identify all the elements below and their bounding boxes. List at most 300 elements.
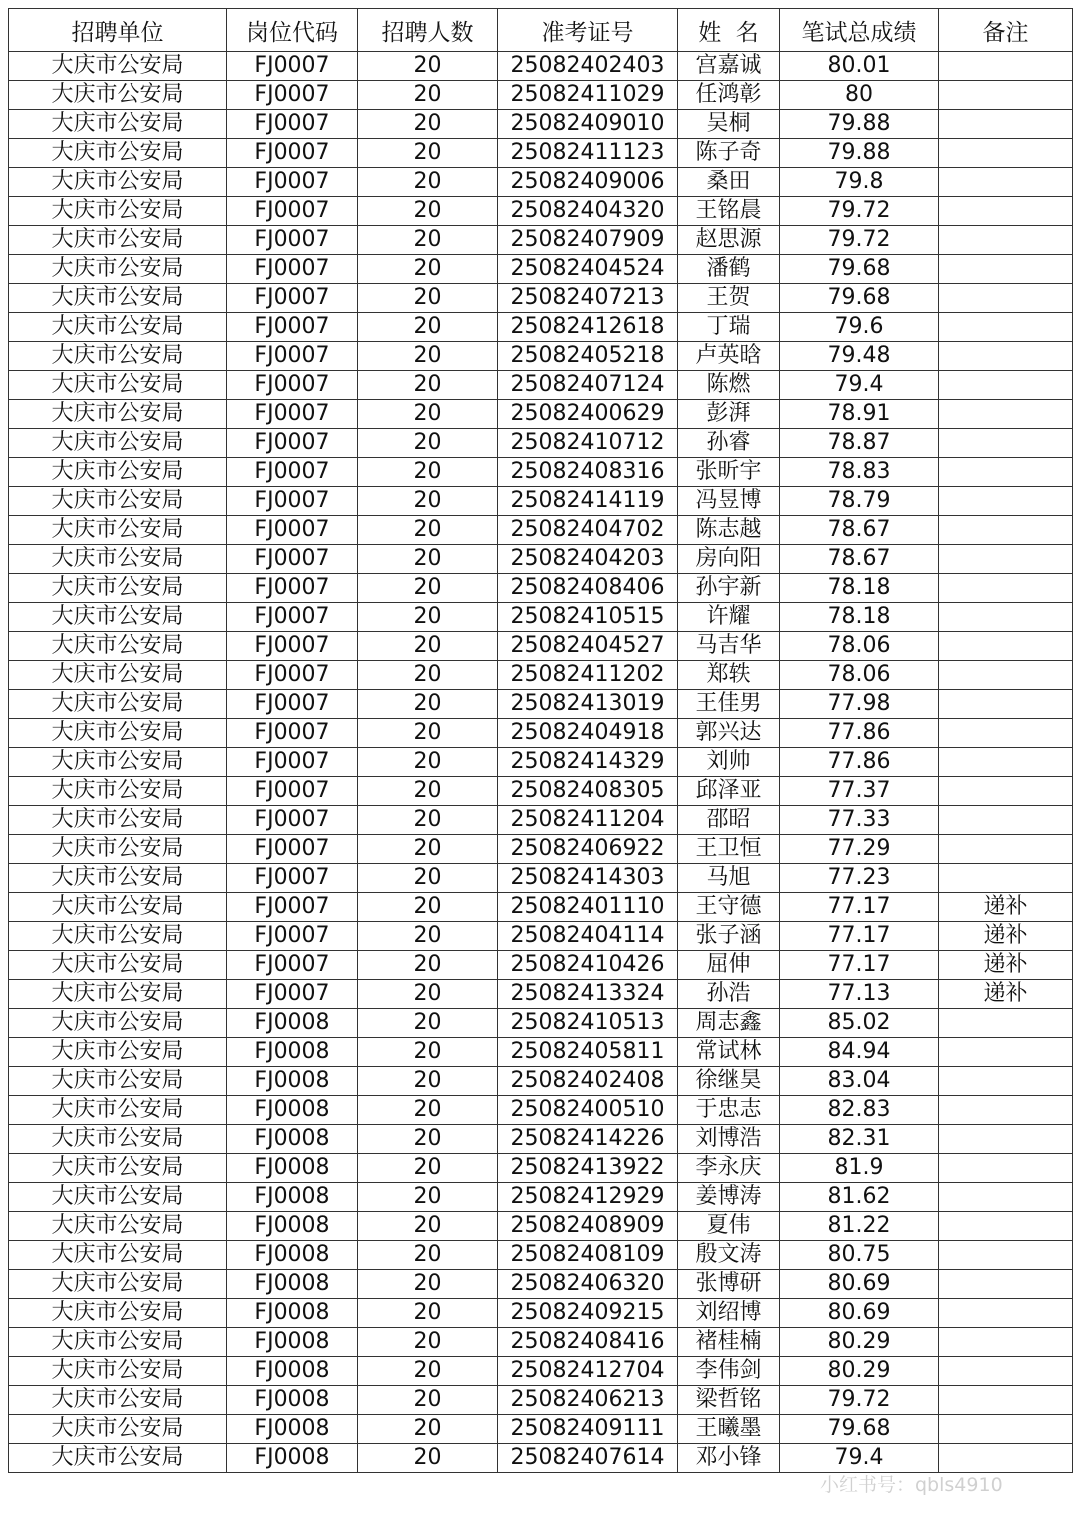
cell-remarks	[939, 748, 1073, 777]
cell-employer: 大庆市公安局	[9, 139, 227, 168]
cell-remarks	[939, 487, 1073, 516]
table-row	[9, 1038, 1073, 1067]
table-row	[9, 951, 1073, 980]
cell-openings: 20	[358, 661, 498, 690]
cell-name: 郭兴达	[678, 719, 780, 748]
cell-ticket-number: 25082404527	[498, 632, 678, 661]
cell-position-code: FJ0008	[227, 1183, 358, 1212]
cell-employer: 大庆市公安局	[9, 255, 227, 284]
cell-remarks	[939, 1009, 1073, 1038]
cell-openings: 20	[358, 574, 498, 603]
cell-written-score: 79.4	[780, 1444, 939, 1473]
cell-remarks: 递补	[939, 922, 1073, 951]
cell-written-score: 78.18	[780, 574, 939, 603]
cell-ticket-number: 25082414303	[498, 864, 678, 893]
cell-ticket-number: 25082414329	[498, 748, 678, 777]
cell-ticket-number: 25082404702	[498, 516, 678, 545]
cell-name: 夏伟	[678, 1212, 780, 1241]
cell-employer: 大庆市公安局	[9, 1415, 227, 1444]
cell-position-code: FJ0007	[227, 835, 358, 864]
cell-name: 刘博浩	[678, 1125, 780, 1154]
cell-position-code: FJ0008	[227, 1009, 358, 1038]
table-row	[9, 1212, 1073, 1241]
cell-written-score: 84.94	[780, 1038, 939, 1067]
cell-employer: 大庆市公安局	[9, 458, 227, 487]
cell-ticket-number: 25082408305	[498, 777, 678, 806]
cell-remarks	[939, 1299, 1073, 1328]
table-row	[9, 806, 1073, 835]
cell-remarks	[939, 864, 1073, 893]
cell-name: 任鸿彰	[678, 81, 780, 110]
cell-openings: 20	[358, 690, 498, 719]
table-row	[9, 545, 1073, 574]
cell-ticket-number: 25082405218	[498, 342, 678, 371]
cell-ticket-number: 25082404524	[498, 255, 678, 284]
table-row	[9, 458, 1073, 487]
table-row	[9, 226, 1073, 255]
cell-remarks	[939, 168, 1073, 197]
cell-remarks	[939, 458, 1073, 487]
cell-position-code: FJ0007	[227, 719, 358, 748]
cell-remarks	[939, 226, 1073, 255]
cell-ticket-number: 25082404918	[498, 719, 678, 748]
cell-position-code: FJ0008	[227, 1096, 358, 1125]
cell-employer: 大庆市公安局	[9, 632, 227, 661]
cell-ticket-number: 25082414226	[498, 1125, 678, 1154]
cell-employer: 大庆市公安局	[9, 1125, 227, 1154]
cell-written-score: 79.72	[780, 197, 939, 226]
cell-position-code: FJ0007	[227, 226, 358, 255]
table-row	[9, 1125, 1073, 1154]
cell-ticket-number: 25082412929	[498, 1183, 678, 1212]
cell-remarks	[939, 1386, 1073, 1415]
cell-written-score: 78.83	[780, 458, 939, 487]
cell-position-code: FJ0008	[227, 1270, 358, 1299]
cell-openings: 20	[358, 603, 498, 632]
cell-remarks	[939, 719, 1073, 748]
cell-openings: 20	[358, 284, 498, 313]
cell-employer: 大庆市公安局	[9, 1444, 227, 1473]
table-row	[9, 1270, 1073, 1299]
cell-employer: 大庆市公安局	[9, 922, 227, 951]
cell-written-score: 77.33	[780, 806, 939, 835]
cell-ticket-number: 25082400629	[498, 400, 678, 429]
cell-written-score: 78.67	[780, 545, 939, 574]
cell-name: 徐继昊	[678, 1067, 780, 1096]
cell-employer: 大庆市公安局	[9, 1183, 227, 1212]
cell-name: 刘绍博	[678, 1299, 780, 1328]
cell-position-code: FJ0008	[227, 1067, 358, 1096]
cell-employer: 大庆市公安局	[9, 690, 227, 719]
cell-openings: 20	[358, 139, 498, 168]
cell-name: 李伟剑	[678, 1357, 780, 1386]
cell-remarks	[939, 1270, 1073, 1299]
cell-employer: 大庆市公安局	[9, 284, 227, 313]
cell-remarks	[939, 139, 1073, 168]
header-openings: 招聘人数	[358, 9, 498, 52]
cell-remarks	[939, 1328, 1073, 1357]
header-written-score: 笔试总成绩	[780, 9, 939, 52]
table-row	[9, 255, 1073, 284]
cell-name: 孙睿	[678, 429, 780, 458]
cell-name: 邵昭	[678, 806, 780, 835]
cell-written-score: 82.31	[780, 1125, 939, 1154]
cell-remarks	[939, 1241, 1073, 1270]
cell-remarks	[939, 545, 1073, 574]
cell-openings: 20	[358, 255, 498, 284]
cell-position-code: FJ0007	[227, 313, 358, 342]
table-row	[9, 690, 1073, 719]
cell-employer: 大庆市公安局	[9, 777, 227, 806]
cell-ticket-number: 25082402408	[498, 1067, 678, 1096]
cell-openings: 20	[358, 458, 498, 487]
cell-remarks	[939, 284, 1073, 313]
cell-written-score: 80.29	[780, 1357, 939, 1386]
cell-position-code: FJ0007	[227, 400, 358, 429]
table-row	[9, 980, 1073, 1009]
cell-name: 殷文涛	[678, 1241, 780, 1270]
cell-openings: 20	[358, 1415, 498, 1444]
cell-employer: 大庆市公安局	[9, 1270, 227, 1299]
table-row	[9, 284, 1073, 313]
cell-employer: 大庆市公安局	[9, 864, 227, 893]
cell-position-code: FJ0007	[227, 574, 358, 603]
cell-remarks	[939, 255, 1073, 284]
cell-name: 赵思源	[678, 226, 780, 255]
cell-remarks	[939, 110, 1073, 139]
cell-employer: 大庆市公安局	[9, 1009, 227, 1038]
cell-name: 王贺	[678, 284, 780, 313]
cell-written-score: 79.8	[780, 168, 939, 197]
cell-openings: 20	[358, 313, 498, 342]
cell-employer: 大庆市公安局	[9, 429, 227, 458]
cell-employer: 大庆市公安局	[9, 1328, 227, 1357]
cell-ticket-number: 25082407124	[498, 371, 678, 400]
cell-position-code: FJ0007	[227, 284, 358, 313]
table-row	[9, 1357, 1073, 1386]
cell-ticket-number: 25082404203	[498, 545, 678, 574]
cell-position-code: FJ0007	[227, 603, 358, 632]
cell-openings: 20	[358, 1183, 498, 1212]
cell-remarks	[939, 1096, 1073, 1125]
cell-employer: 大庆市公安局	[9, 893, 227, 922]
cell-openings: 20	[358, 168, 498, 197]
cell-position-code: FJ0007	[227, 255, 358, 284]
header-ticket-number: 准考证号	[498, 9, 678, 52]
cell-written-score: 79.4	[780, 371, 939, 400]
cell-name: 王守德	[678, 893, 780, 922]
cell-name: 王佳男	[678, 690, 780, 719]
cell-ticket-number: 25082409006	[498, 168, 678, 197]
cell-position-code: FJ0007	[227, 52, 358, 81]
cell-name: 马吉华	[678, 632, 780, 661]
cell-ticket-number: 25082406213	[498, 1386, 678, 1415]
cell-employer: 大庆市公安局	[9, 603, 227, 632]
cell-written-score: 78.18	[780, 603, 939, 632]
cell-written-score: 78.79	[780, 487, 939, 516]
cell-written-score: 77.29	[780, 835, 939, 864]
cell-ticket-number: 25082402403	[498, 52, 678, 81]
cell-name: 陈燃	[678, 371, 780, 400]
cell-written-score: 79.88	[780, 139, 939, 168]
cell-name: 吴桐	[678, 110, 780, 139]
cell-name: 王曦墨	[678, 1415, 780, 1444]
cell-employer: 大庆市公安局	[9, 342, 227, 371]
cell-written-score: 79.68	[780, 284, 939, 313]
table-row	[9, 1009, 1073, 1038]
cell-written-score: 83.04	[780, 1067, 939, 1096]
cell-written-score: 78.06	[780, 661, 939, 690]
cell-name: 桑田	[678, 168, 780, 197]
table-row	[9, 661, 1073, 690]
table-row	[9, 81, 1073, 110]
cell-ticket-number: 25082414119	[498, 487, 678, 516]
cell-written-score: 77.86	[780, 719, 939, 748]
cell-employer: 大庆市公安局	[9, 197, 227, 226]
cell-written-score: 78.06	[780, 632, 939, 661]
cell-openings: 20	[358, 226, 498, 255]
table-row	[9, 313, 1073, 342]
cell-position-code: FJ0007	[227, 777, 358, 806]
cell-employer: 大庆市公安局	[9, 168, 227, 197]
cell-name: 张博研	[678, 1270, 780, 1299]
cell-employer: 大庆市公安局	[9, 980, 227, 1009]
cell-remarks	[939, 777, 1073, 806]
cell-employer: 大庆市公安局	[9, 1038, 227, 1067]
cell-written-score: 79.48	[780, 342, 939, 371]
cell-openings: 20	[358, 342, 498, 371]
cell-employer: 大庆市公安局	[9, 1299, 227, 1328]
cell-position-code: FJ0007	[227, 342, 358, 371]
cell-position-code: FJ0008	[227, 1328, 358, 1357]
cell-position-code: FJ0008	[227, 1357, 358, 1386]
cell-name: 马旭	[678, 864, 780, 893]
table-row	[9, 487, 1073, 516]
cell-employer: 大庆市公安局	[9, 835, 227, 864]
cell-position-code: FJ0007	[227, 806, 358, 835]
table-row	[9, 603, 1073, 632]
table-row	[9, 1241, 1073, 1270]
cell-employer: 大庆市公安局	[9, 545, 227, 574]
cell-position-code: FJ0007	[227, 487, 358, 516]
cell-written-score: 77.17	[780, 922, 939, 951]
table-row	[9, 342, 1073, 371]
cell-name: 王铭晨	[678, 197, 780, 226]
cell-position-code: FJ0008	[227, 1444, 358, 1473]
cell-openings: 20	[358, 1067, 498, 1096]
cell-ticket-number: 25082412618	[498, 313, 678, 342]
cell-remarks	[939, 1357, 1073, 1386]
cell-openings: 20	[358, 1328, 498, 1357]
header-remarks: 备注	[939, 9, 1073, 52]
cell-remarks	[939, 1212, 1073, 1241]
cell-employer: 大庆市公安局	[9, 1154, 227, 1183]
cell-position-code: FJ0007	[227, 980, 358, 1009]
cell-position-code: FJ0008	[227, 1038, 358, 1067]
cell-name: 褚桂楠	[678, 1328, 780, 1357]
cell-openings: 20	[358, 1038, 498, 1067]
cell-name: 梁哲铭	[678, 1386, 780, 1415]
cell-position-code: FJ0007	[227, 81, 358, 110]
table-row	[9, 1328, 1073, 1357]
cell-ticket-number: 25082410515	[498, 603, 678, 632]
cell-openings: 20	[358, 777, 498, 806]
cell-written-score: 77.13	[780, 980, 939, 1009]
cell-openings: 20	[358, 1357, 498, 1386]
cell-position-code: FJ0007	[227, 371, 358, 400]
cell-ticket-number: 25082411029	[498, 81, 678, 110]
cell-ticket-number: 25082408406	[498, 574, 678, 603]
cell-openings: 20	[358, 1444, 498, 1473]
cell-position-code: FJ0007	[227, 748, 358, 777]
table-row	[9, 1154, 1073, 1183]
cell-ticket-number: 25082408416	[498, 1328, 678, 1357]
cell-written-score: 79.6	[780, 313, 939, 342]
cell-ticket-number: 25082407213	[498, 284, 678, 313]
cell-remarks	[939, 690, 1073, 719]
table-row	[9, 1096, 1073, 1125]
cell-position-code: FJ0008	[227, 1212, 358, 1241]
cell-ticket-number: 25082408909	[498, 1212, 678, 1241]
cell-employer: 大庆市公安局	[9, 574, 227, 603]
cell-name: 陈志越	[678, 516, 780, 545]
cell-openings: 20	[358, 1096, 498, 1125]
table-row	[9, 516, 1073, 545]
cell-position-code: FJ0007	[227, 661, 358, 690]
cell-remarks: 递补	[939, 980, 1073, 1009]
cell-written-score: 79.72	[780, 1386, 939, 1415]
cell-written-score: 79.68	[780, 255, 939, 284]
cell-name: 彭湃	[678, 400, 780, 429]
cell-written-score: 77.98	[780, 690, 939, 719]
cell-remarks	[939, 632, 1073, 661]
cell-remarks	[939, 1067, 1073, 1096]
cell-position-code: FJ0007	[227, 893, 358, 922]
cell-written-score: 81.62	[780, 1183, 939, 1212]
cell-written-score: 81.9	[780, 1154, 939, 1183]
cell-openings: 20	[358, 1125, 498, 1154]
cell-employer: 大庆市公安局	[9, 487, 227, 516]
cell-ticket-number: 25082408316	[498, 458, 678, 487]
cell-remarks	[939, 835, 1073, 864]
cell-employer: 大庆市公安局	[9, 719, 227, 748]
cell-openings: 20	[358, 429, 498, 458]
cell-ticket-number: 25082406320	[498, 1270, 678, 1299]
cell-ticket-number: 25082400510	[498, 1096, 678, 1125]
cell-position-code: FJ0007	[227, 690, 358, 719]
cell-position-code: FJ0007	[227, 516, 358, 545]
cell-openings: 20	[358, 980, 498, 1009]
cell-openings: 20	[358, 1270, 498, 1299]
cell-openings: 20	[358, 1154, 498, 1183]
cell-written-score: 78.67	[780, 516, 939, 545]
cell-ticket-number: 25082407909	[498, 226, 678, 255]
table-row	[9, 632, 1073, 661]
cell-position-code: FJ0008	[227, 1415, 358, 1444]
table-row	[9, 1067, 1073, 1096]
cell-position-code: FJ0007	[227, 139, 358, 168]
table-row	[9, 1444, 1073, 1473]
cell-name: 冯昱博	[678, 487, 780, 516]
cell-position-code: FJ0007	[227, 197, 358, 226]
cell-openings: 20	[358, 197, 498, 226]
cell-openings: 20	[358, 487, 498, 516]
cell-openings: 20	[358, 1386, 498, 1415]
cell-position-code: FJ0007	[227, 922, 358, 951]
cell-written-score: 80.69	[780, 1270, 939, 1299]
cell-written-score: 80	[780, 81, 939, 110]
cell-employer: 大庆市公安局	[9, 951, 227, 980]
cell-name: 张子涵	[678, 922, 780, 951]
cell-written-score: 78.87	[780, 429, 939, 458]
cell-employer: 大庆市公安局	[9, 661, 227, 690]
cell-ticket-number: 25082401110	[498, 893, 678, 922]
cell-remarks	[939, 516, 1073, 545]
cell-openings: 20	[358, 951, 498, 980]
cell-remarks	[939, 574, 1073, 603]
cell-employer: 大庆市公安局	[9, 1212, 227, 1241]
cell-ticket-number: 25082405811	[498, 1038, 678, 1067]
results-table	[8, 8, 1073, 1473]
table-row	[9, 168, 1073, 197]
cell-remarks	[939, 1415, 1073, 1444]
table-row	[9, 139, 1073, 168]
cell-ticket-number: 25082404320	[498, 197, 678, 226]
cell-remarks	[939, 197, 1073, 226]
cell-ticket-number: 25082410426	[498, 951, 678, 980]
cell-remarks: 递补	[939, 893, 1073, 922]
cell-remarks	[939, 1444, 1073, 1473]
cell-employer: 大庆市公安局	[9, 313, 227, 342]
cell-remarks	[939, 400, 1073, 429]
cell-name: 郑轶	[678, 661, 780, 690]
results-sheet	[8, 8, 1072, 1496]
cell-openings: 20	[358, 719, 498, 748]
cell-employer: 大庆市公安局	[9, 1357, 227, 1386]
cell-employer: 大庆市公安局	[9, 52, 227, 81]
cell-name: 房向阳	[678, 545, 780, 574]
cell-name: 于忠志	[678, 1096, 780, 1125]
cell-ticket-number: 25082410712	[498, 429, 678, 458]
cell-written-score: 79.68	[780, 1415, 939, 1444]
cell-position-code: FJ0007	[227, 864, 358, 893]
table-row	[9, 429, 1073, 458]
table-row	[9, 197, 1073, 226]
cell-name: 孙宇新	[678, 574, 780, 603]
cell-position-code: FJ0008	[227, 1241, 358, 1270]
cell-ticket-number: 25082413922	[498, 1154, 678, 1183]
cell-ticket-number: 25082411123	[498, 139, 678, 168]
cell-remarks	[939, 81, 1073, 110]
cell-remarks	[939, 52, 1073, 81]
table-row	[9, 371, 1073, 400]
cell-employer: 大庆市公安局	[9, 1241, 227, 1270]
cell-name: 张昕宇	[678, 458, 780, 487]
cell-employer: 大庆市公安局	[9, 1096, 227, 1125]
cell-name: 刘帅	[678, 748, 780, 777]
cell-name: 宫嘉诚	[678, 52, 780, 81]
table-row	[9, 574, 1073, 603]
cell-written-score: 82.83	[780, 1096, 939, 1125]
cell-ticket-number: 25082409215	[498, 1299, 678, 1328]
cell-openings: 20	[358, 632, 498, 661]
cell-written-score: 77.86	[780, 748, 939, 777]
table-row	[9, 1299, 1073, 1328]
cell-position-code: FJ0007	[227, 429, 358, 458]
cell-position-code: FJ0008	[227, 1299, 358, 1328]
header-row	[9, 9, 1073, 52]
cell-written-score: 81.22	[780, 1212, 939, 1241]
